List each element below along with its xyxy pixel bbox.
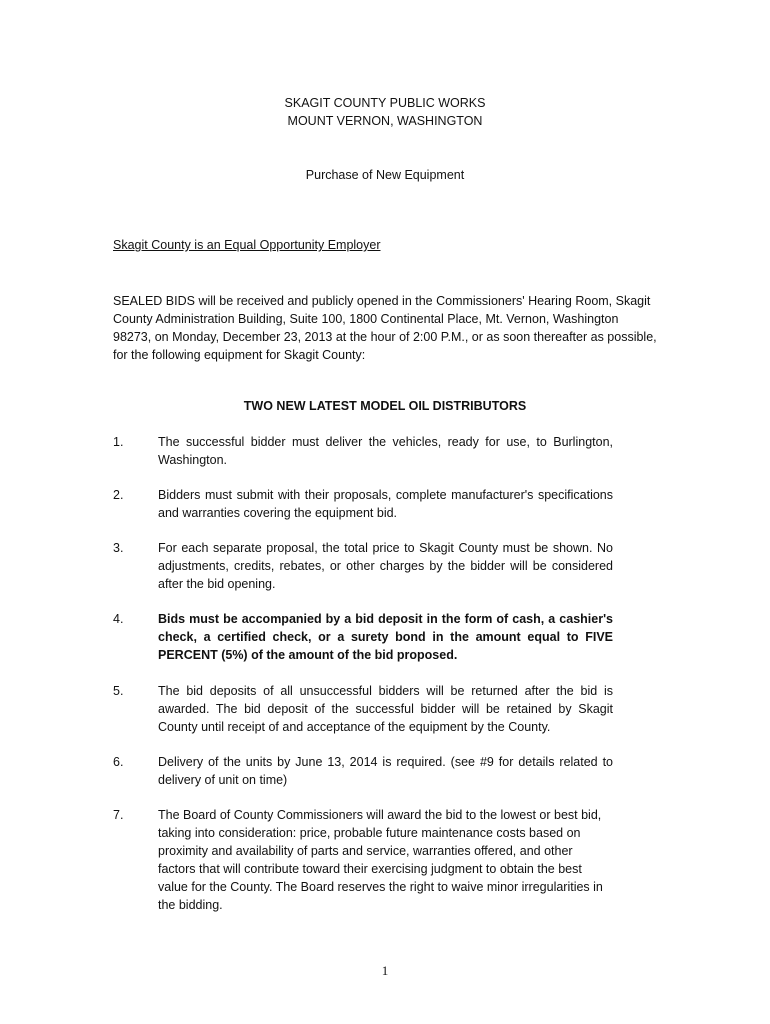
item-text: The Board of County Commissioners will award the bid to the lowest or best bid, taking into consideration: price, probable future maintenance costs based on proximity and availability of parts and service, warranties offered, and other factors that will contribute toward their exercising judgment to obtain the best value for the County. The Board reserves the right to waive minor irregularities in the bidding. — [158, 808, 603, 912]
item-text: Bids must be accompanied by a bid deposit in the form of cash, a cashier's check, a certified check, or a surety bond in the amount equal to FIVE PERCENT (5%) of the amount of the bid proposed. — [158, 612, 613, 662]
header-line-2: MOUNT VERNON, WASHINGTON — [287, 114, 483, 128]
item-number: 6. — [113, 755, 124, 769]
equal-opportunity-statement: Skagit County is an Equal Opportunity Employer — [113, 238, 381, 252]
page-number: 1 — [381, 963, 389, 978]
item-text: Delivery of the units by June 13, 2014 is required. (see #9 for details related to delivery of unit on time) — [158, 755, 613, 787]
item-text: The successful bidder must deliver the vehicles, ready for use, to Burlington, Washington. — [158, 435, 613, 467]
item-text: The bid deposits of all unsuccessful bidders will be returned after the bid is awarded. The bid deposit of the successful bidder will be retained by Skagit County until receipt of and acceptance of the equipment by the County. — [158, 684, 613, 734]
item-number: 7. — [113, 808, 124, 822]
item-text: For each separate proposal, the total price to Skagit County must be shown. No adjustments, credits, rebates, or other charges by the bidder will be considered after the bid opening. — [158, 541, 613, 591]
item-number: 5. — [113, 684, 124, 698]
document-subtitle: Purchase of New Equipment — [305, 168, 465, 182]
intro-paragraph: SEALED BIDS will be received and publicly opened in the Commissioners' Hearing Room, Skagit County Administration Building, Suite 100, 1800 Continental Place, Mt. Vernon, Washington 98273, on Monday, December 23, 2013 at the hour of 2:00 P.M., or as soon thereafter as possible, for the following equipment for Skagit County: — [113, 294, 657, 362]
section-title: TWO NEW LATEST MODEL OIL DISTRIBUTORS — [243, 399, 527, 413]
item-number: 1. — [113, 435, 124, 449]
item-number: 3. — [113, 541, 124, 555]
header-line-1: SKAGIT COUNTY PUBLIC WORKS — [284, 96, 486, 110]
item-number: 2. — [113, 488, 124, 502]
item-text: Bidders must submit with their proposals, complete manufacturer's specifications and warranties covering the equipment bid. — [158, 488, 613, 520]
item-number: 4. — [113, 612, 124, 626]
